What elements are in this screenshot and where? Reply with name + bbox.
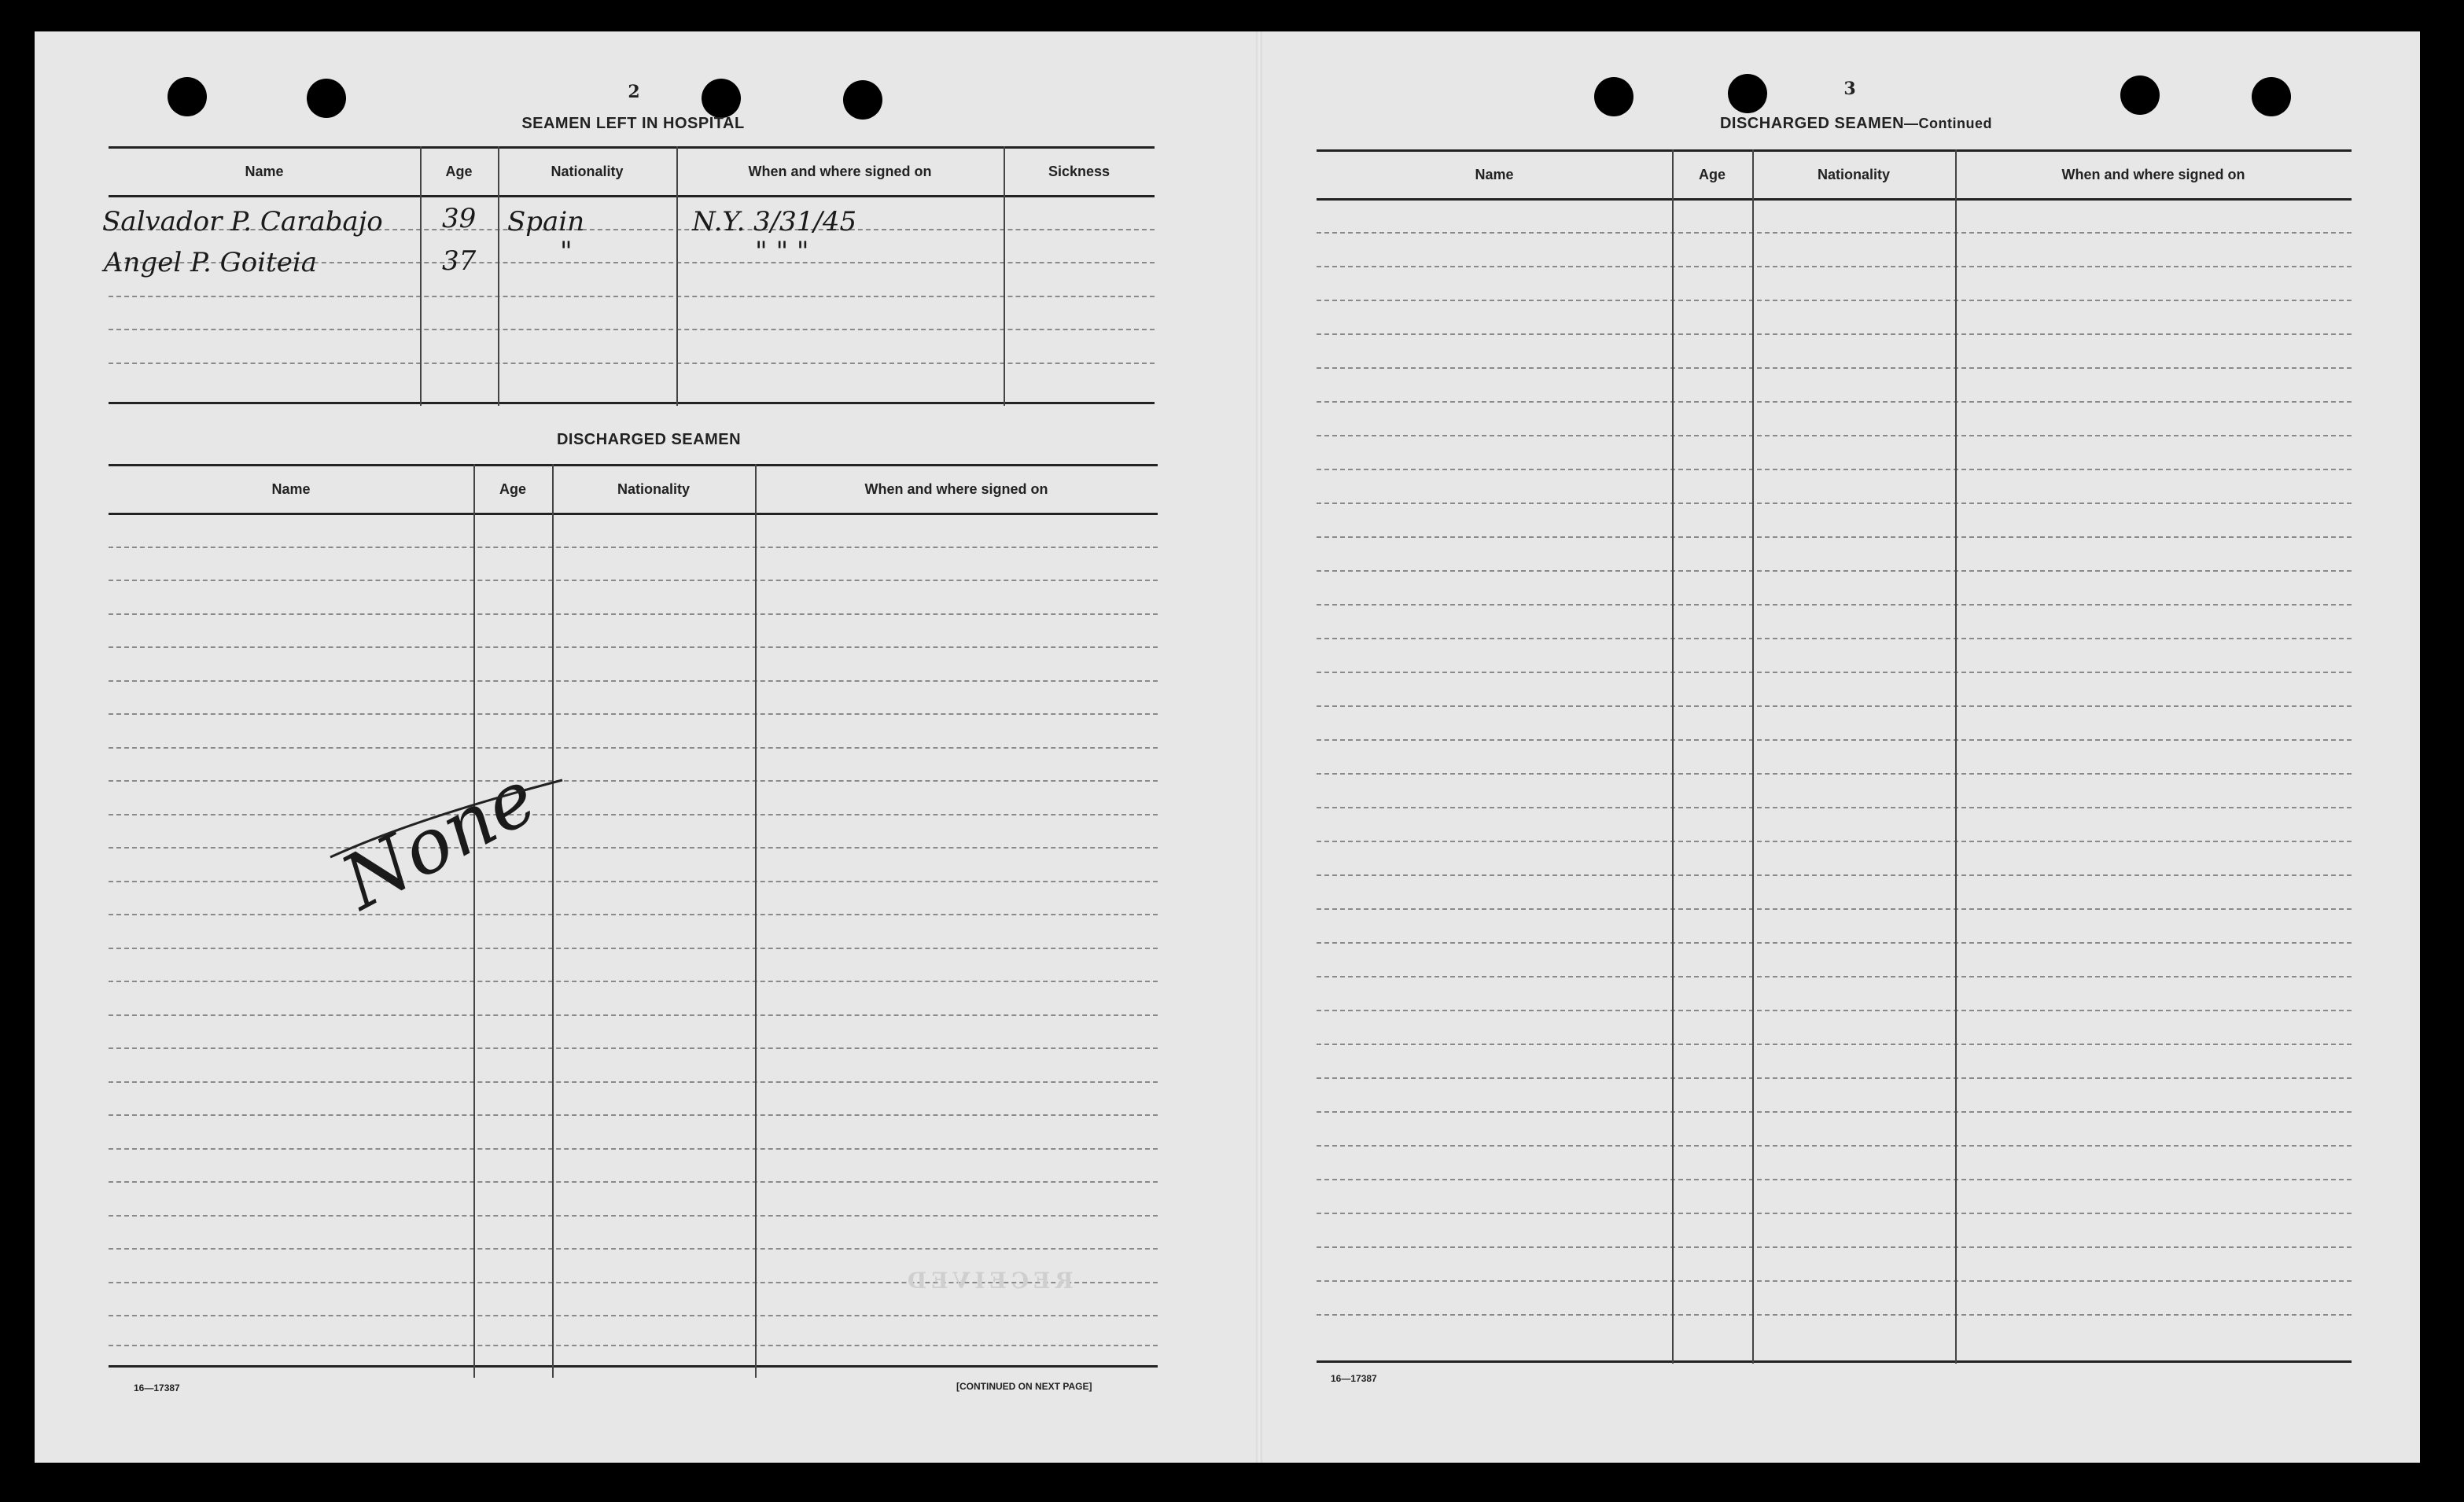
seaman-nationality: "	[560, 236, 573, 267]
reverse-show-through: RECEIVED	[903, 1268, 1074, 1294]
column-header-signed-on: When and where signed on	[2061, 167, 2245, 182]
form-number: 16—17387	[134, 1382, 180, 1393]
column-header-name: Name	[245, 164, 284, 179]
column-header-signed-on: When and where signed on	[748, 164, 932, 179]
column-header-name: Name	[271, 481, 311, 497]
discharged-table	[109, 464, 1158, 1378]
seaman-nationality: Spain	[507, 206, 585, 237]
punch-hole	[2120, 75, 2160, 115]
seaman-age: 37	[442, 245, 477, 277]
handwritten-none: None	[327, 753, 551, 927]
column-header-age: Age	[1698, 167, 1726, 182]
punch-hole	[702, 79, 741, 118]
punch-hole	[307, 79, 346, 118]
punch-hole	[168, 77, 207, 116]
section-title-hospital: SEAMEN LEFT IN HOSPITAL	[521, 115, 745, 132]
seaman-signed-on: " " "	[755, 236, 809, 267]
column-header-name: Name	[1475, 167, 1514, 182]
punch-hole	[1728, 74, 1767, 113]
section-title-discharged: DISCHARGED SEAMEN	[556, 431, 742, 448]
punch-hole	[1594, 77, 1633, 116]
seaman-age: 39	[442, 203, 477, 234]
page-number: 3	[1843, 79, 1856, 99]
column-header-signed-on: When and where signed on	[864, 481, 1048, 497]
title-suffix: —Continued	[1904, 116, 1993, 131]
none-stroke	[322, 771, 574, 881]
punch-hole	[843, 80, 882, 120]
column-header-age: Age	[445, 164, 473, 179]
column-header-nationality: Nationality	[617, 481, 690, 497]
section-title-discharged-continued	[1636, 115, 2076, 133]
continued-note: [CONTINUED ON NEXT PAGE]	[956, 1381, 1092, 1392]
form-number: 16—17387	[1331, 1373, 1377, 1384]
column-header-nationality: Nationality	[1817, 167, 1890, 182]
punch-hole	[2252, 77, 2291, 116]
discharged-continued-table	[1317, 149, 2352, 1364]
seaman-signed-on: N.Y. 3/31/45	[692, 206, 857, 237]
page-fold	[1256, 31, 1262, 1463]
column-header-nationality: Nationality	[551, 164, 624, 179]
column-header-sickness: Sickness	[1048, 164, 1110, 179]
seaman-name: Salvador P. Carabajo	[102, 206, 383, 237]
page-number: 2	[628, 82, 640, 102]
seaman-name: Angel P. Goiteia	[104, 247, 318, 278]
column-header-age: Age	[499, 481, 526, 497]
title-main: DISCHARGED SEAMEN	[1719, 115, 1905, 132]
